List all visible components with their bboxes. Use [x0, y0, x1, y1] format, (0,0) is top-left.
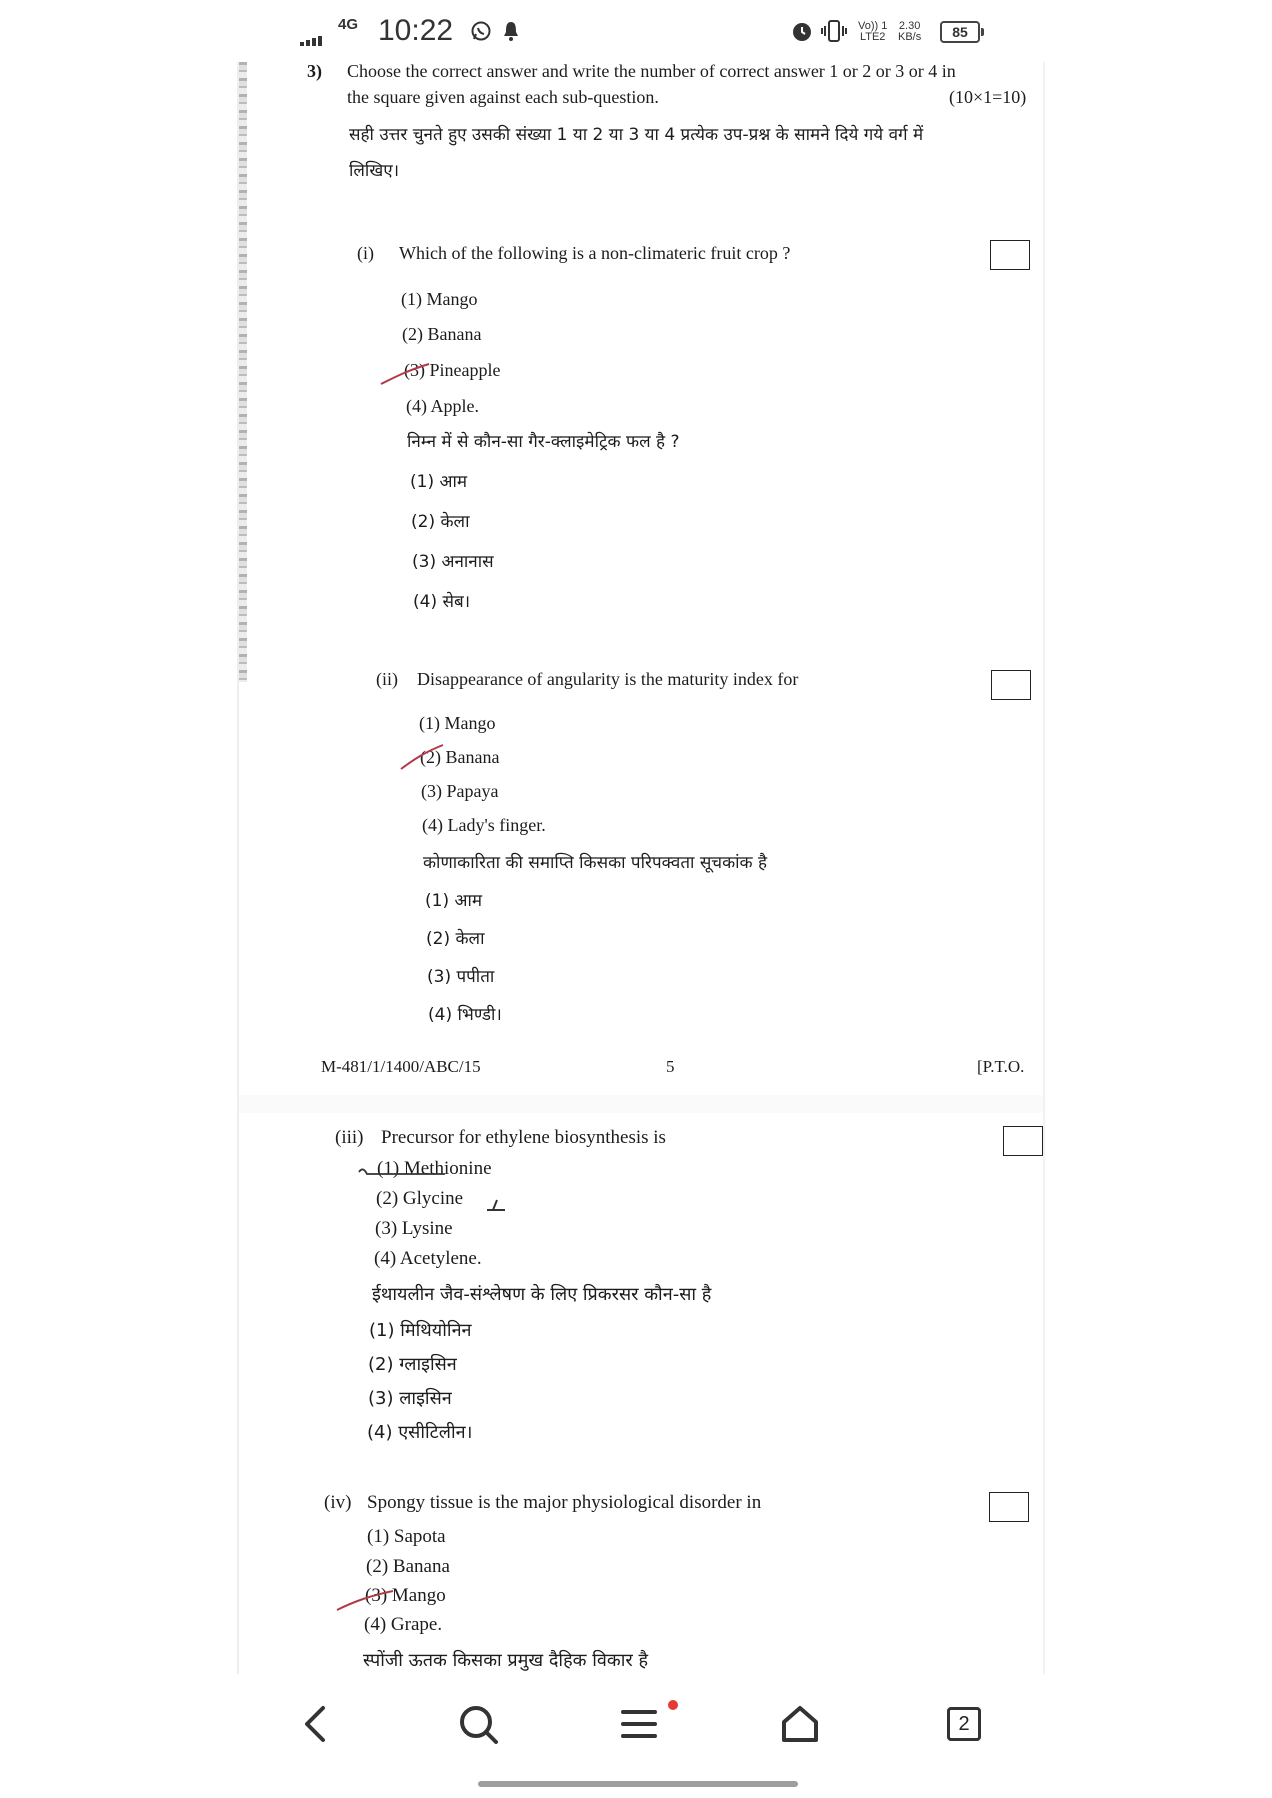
search-button[interactable] [448, 1694, 508, 1754]
clock-time: 10:22 [378, 14, 454, 47]
browser-nav-bar [0, 1674, 1272, 1798]
instruction-hi-line2: लिखिए। [349, 161, 400, 181]
option: (1) Sapota [367, 1526, 446, 1547]
hindi-option: (2) केला [426, 929, 485, 949]
tabs-button[interactable] [934, 1694, 994, 1754]
option: (4) Lady's finger. [422, 815, 546, 835]
marks-label: (10×1=10) [949, 87, 1027, 107]
hindi-option: (4) सेब। [413, 592, 471, 612]
lte-label: LTE2 [859, 31, 886, 43]
home-icon [778, 1702, 822, 1746]
whatsapp-icon [470, 20, 492, 42]
instruction-en-line1: Choose the correct answer and write the number of correct answer 1 or 2 or 3 or 4 in [347, 62, 956, 81]
option: (4) Grape. [364, 1614, 443, 1635]
option: (3) Pineapple [404, 360, 501, 380]
question-iii-hindi: ईथायलीन जैव-संश्लेषण के लिए प्रिकरसर कौन-सा है [372, 1284, 712, 1305]
instruction-en-line2: the square given against each sub-question. [347, 87, 659, 107]
speed-unit: KB/s [898, 31, 922, 43]
battery-icon: 85 [940, 21, 980, 43]
question-iv-hindi: स्पोंजी ऊतक किसका प्रमुख दैहिक विकार है [363, 1650, 648, 1671]
back-icon [299, 1704, 333, 1744]
menu-icon [619, 1706, 659, 1742]
answer-box-i[interactable] [990, 240, 1030, 270]
gesture-home-bar[interactable] [478, 1781, 798, 1787]
vibrate-icon [820, 18, 848, 44]
footer-code: M-481/1/1400/ABC/15 [321, 1057, 481, 1076]
pen-mark [399, 742, 449, 772]
notification-dot [668, 1700, 678, 1710]
answer-box-iv[interactable] [989, 1492, 1029, 1522]
alarm-icon [790, 19, 814, 43]
search-icon [456, 1702, 500, 1746]
home-button[interactable] [770, 1694, 830, 1754]
question-i-hindi: निम्न में से कौन-सा गैर-क्लाइमेट्रिक फल है ? [407, 432, 680, 452]
hindi-option: (1) आम [410, 472, 468, 492]
pen-mark [335, 1586, 397, 1614]
hindi-option: (3) पपीता [427, 967, 495, 987]
hindi-option: (1) आम [425, 891, 483, 911]
question-i-text: Which of the following is a non-climateric fruit crop ? [399, 243, 791, 263]
hindi-option: (4) एसीटिलीन। [367, 1422, 473, 1443]
volte-indicator [858, 21, 887, 43]
footer-page-number: 5 [666, 1057, 675, 1076]
volte-label: Vo)) 1 [858, 20, 888, 32]
hindi-option: (3) अनानास [412, 552, 494, 572]
pen-mark [379, 360, 435, 388]
menu-button[interactable] [609, 1694, 669, 1754]
answer-box-ii[interactable] [991, 670, 1031, 700]
status-bar [0, 0, 1272, 62]
data-speed [898, 21, 921, 43]
option: (1) Mango [401, 289, 478, 309]
question-i-number: (i) [357, 243, 374, 263]
footer-pto: [P.T.O. [977, 1057, 1025, 1076]
option: (1) Mango [419, 713, 496, 733]
option: (2) Banana [420, 747, 500, 767]
pen-mark [357, 1162, 447, 1186]
instruction-hi-line1: सही उत्तर चुनते हुए उसकी संख्या 1 या 2 या 3 या 4 प्रत्येक उप-प्रश्न के सामने दिये गये वर्ग में [349, 125, 924, 145]
question-ii-text: Disappearance of angularity is the maturity index for [417, 669, 799, 689]
page-binding-edge [239, 62, 247, 682]
option: (3) Papaya [421, 781, 499, 801]
question-ii-hindi: कोणाकारिता की समाप्ति किसका परिपक्वता सूचकांक है [423, 853, 768, 873]
option: (4) Apple. [406, 396, 479, 416]
notification-bell-icon [502, 20, 520, 42]
signal-icon [300, 28, 324, 46]
option: (3) Lysine [375, 1218, 453, 1239]
question-iv-number: (iv) [324, 1492, 352, 1513]
option: (2) Banana [402, 324, 482, 344]
pen-mark [485, 1198, 507, 1214]
tabs-icon: 2 [947, 1707, 981, 1741]
document-page[interactable] [237, 62, 1045, 1674]
question-iv-text: Spongy tissue is the major physiological disorder in [367, 1492, 762, 1513]
hindi-option: (2) ग्लाइसिन [368, 1354, 457, 1375]
option: (2) Banana [366, 1556, 450, 1577]
question-iii-text: Precursor for ethylene biosynthesis is [381, 1127, 666, 1148]
option: (1) Methionine [377, 1158, 492, 1179]
option: (2) Glycine [376, 1188, 464, 1209]
hindi-option: (3) लाइसिन [368, 1388, 452, 1409]
speed-value: 2.30 [898, 20, 921, 32]
back-button[interactable] [286, 1694, 346, 1754]
option: (4) Acetylene. [374, 1248, 482, 1269]
answer-box-iii[interactable] [1003, 1126, 1043, 1156]
option: (3) Mango [365, 1585, 446, 1606]
hindi-option: (1) मिथियोनिन [369, 1320, 472, 1341]
hindi-option: (2) केला [411, 512, 470, 532]
hindi-option: (4) भिण्डी। [428, 1005, 502, 1025]
page-separator [239, 1095, 1043, 1113]
question-number: 3) [307, 62, 322, 81]
question-ii-number: (ii) [376, 669, 398, 689]
network-type: 4G [338, 16, 359, 33]
question-iii-number: (iii) [335, 1127, 364, 1148]
